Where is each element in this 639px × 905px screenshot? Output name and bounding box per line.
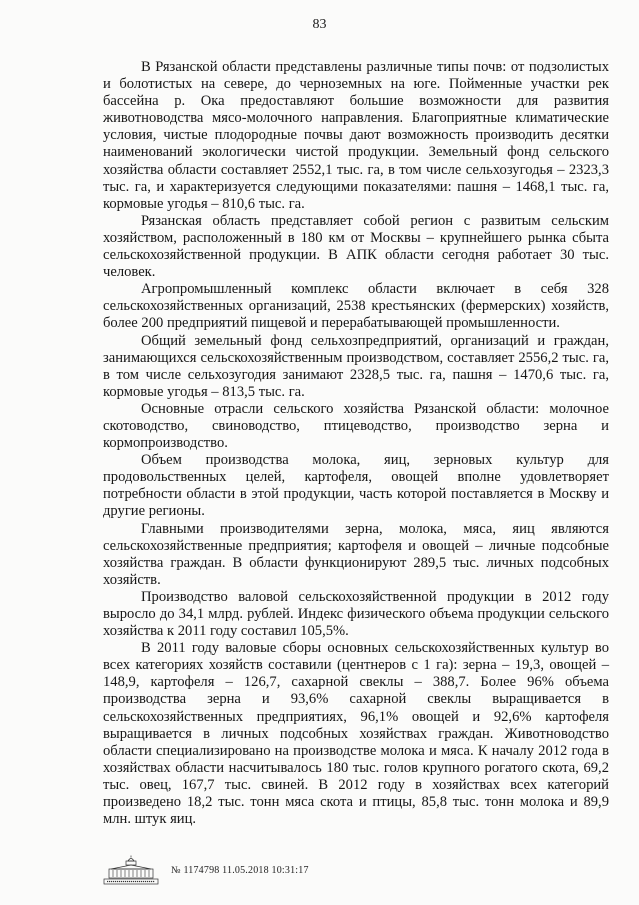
document-body	[103, 59, 609, 828]
paragraph-production-volume: Объем производства молока, яиц, зерновых культур для продовольственных целей, картофеля, овощей вполне удовлетворяет потребности области в этой продукции, часть которой поставляется в Москву и другие регионы.	[103, 452, 609, 520]
paragraph-region-overview: Рязанская область представляет собой регион с развитым сельским хозяйством, расположенный в 180 км от Москвы – крупнейшего рынка сбыта сельскохозяйственной продукции. В АПК области сегодня работает 30 тыс. человек.	[103, 212, 609, 281]
document-footer	[103, 855, 309, 885]
paragraph-land-fund: Общий земельный фонд сельхозпредприятий, организаций и граждан, занимающихся сельскохозяйственным производством, составляет 2556,2 тыс. га, в том числе сельхозугодия занимают 2328,5 тыс. га, пашня – 1470,6 тыс. га, кормовые угодья – 813,5 тыс. га.	[103, 332, 609, 400]
paragraph-main-producers: Главными производителями зерна, молока, мяса, яиц являются сельскохозяйственные предприятия; картофеля и овощей – личные подсобные хозяйства граждан. В области функционируют 289,5 тыс. личных подсобных хозяйств.	[103, 520, 609, 588]
page-number: 83	[312, 17, 327, 32]
paragraph-agro-complex: Агропромышленный комплекс области включает в себя 328 сельскохозяйственных организаций, 2538 крестьянских (фермерских) хозяйств, более 200 предприятий пищевой и перерабатывающей промышленности.	[103, 281, 609, 332]
paragraph-gross-output: Производство валовой сельскохозяйственной продукции в 2012 году выросло до 34,1 млрд. рублей. Индекс физического объема продукции сельского хозяйства к 2011 году составил 105,5%.	[103, 588, 609, 640]
paragraph-harvest-2011: В 2011 году валовые сборы основных сельскохозяйственных культур во всех категориях хозяйств составили (центнеров с 1 га): зерна – 19,3, овощей – 148,9, картофеля – 126,7, сахарной свеклы – 388,7. Более 96% объема производства зерна и 93,6% сахарной свеклы выращивается в сельскохозяйственных предприятиях, 96,1% овощей и 92,6% картофеля выращивается в личных подсобных хозяйствах граждан. Животноводство области специализировано на производстве молока и мяса. К началу 2012 года в хозяйствах области насчитывалось 180 тыс. голов крупного рогатого скота, 69,2 тыс. овец, 167,7 тыс. свиней. В 2012 году в хозяйствах всех категорий произведено 18,2 тыс. тонн мяса скота и птицы, 85,8 тыс. тонн молока и 89,9 млн. штук яиц.	[103, 640, 609, 828]
parliament-building-icon	[103, 855, 159, 885]
paragraph-main-branches: Основные отрасли сельского хозяйства Рязанской области: молочное скотоводство, свиноводство, птицеводство, производство зерна и кормопроизводство.	[103, 400, 609, 452]
paragraph-soils: В Рязанской области представлены различные типы почв: от подзолистых и болотистых на севере, до черноземных на юге. Пойменные участки рек бассейна р. Ока предоставляют большие возможности для развития животноводства мясо-молочного направления. Благоприятные климатические условия, чистые плодородные почвы дают возможность производить десятки наименований экологически чистой продукции. Земельный фонд сельского хозяйства области составляет 2552,1 тыс. га, в том числе сельхозугодья – 2323,3 тыс. га, и характеризуется следующими показателями: пашня – 1468,1 тыс. га, кормовые угодья – 810,6 тыс. га.	[103, 59, 609, 212]
document-registration-number: № 1174798 11.05.2018 10:31:17	[171, 864, 309, 876]
